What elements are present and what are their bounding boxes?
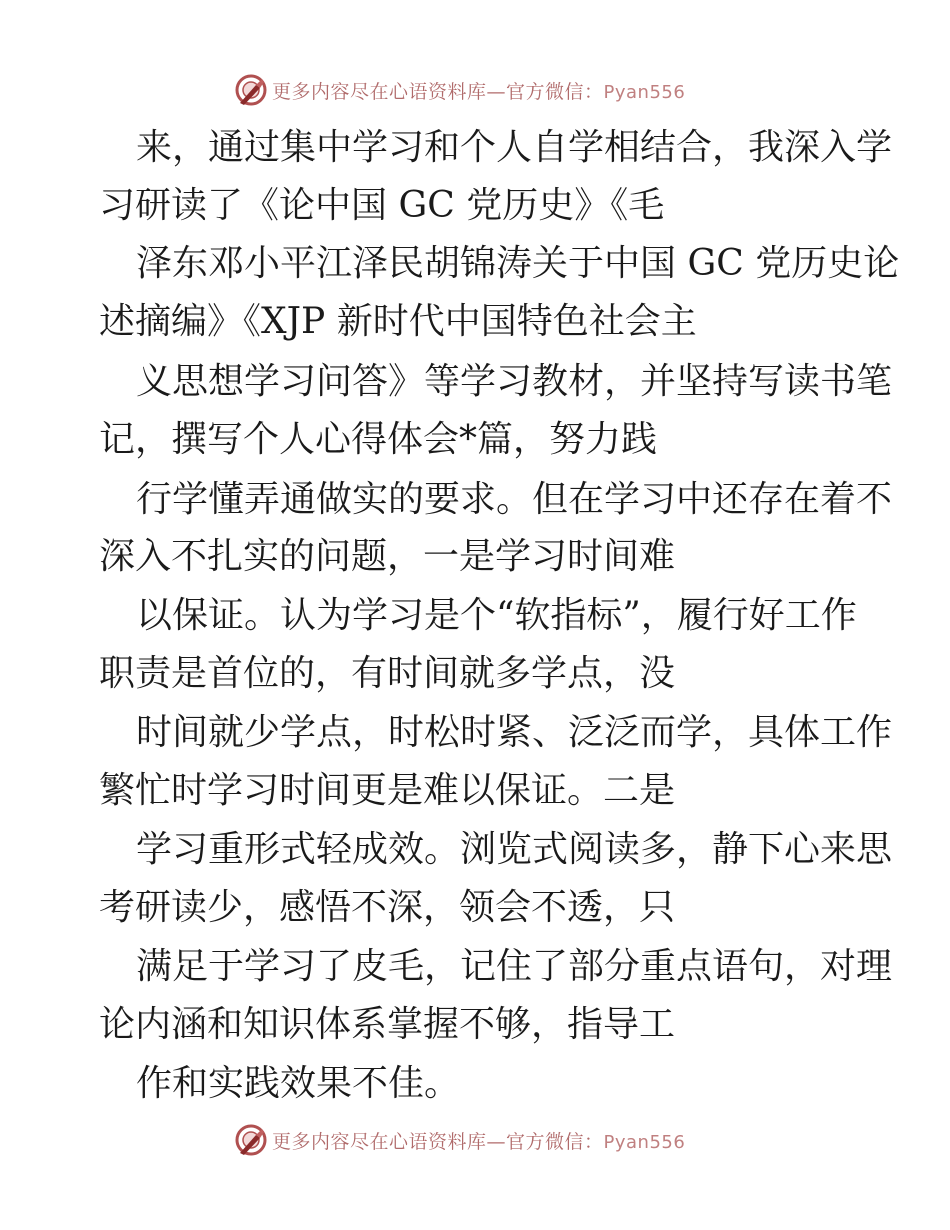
text-line: 论内涵和知识体系掌握不够，指导工 xyxy=(99,1004,676,1045)
text-line: 职责是首位的，有时间就多学点，没 xyxy=(99,653,676,694)
watermark-text: 更多内容尽在心语资料库—官方微信：Pyan556 xyxy=(272,1130,686,1153)
text-line: 考研读少，感悟不深，领会不透，只 xyxy=(99,887,676,928)
text-line: 作和实践效果不佳。 xyxy=(136,1063,461,1104)
text-line: 学习重形式轻成效。浏览式阅读多，静下心来思 xyxy=(136,829,893,870)
wechat-id: Pyan556 xyxy=(603,81,686,103)
pen-logo-icon xyxy=(234,1123,268,1157)
text-line: 时间就少学点，时松时紧、泛泛而学，具体工作 xyxy=(136,712,893,753)
watermark-text: 更多内容尽在心语资料库—官方微信：Pyan556 xyxy=(272,80,686,103)
footer-watermark xyxy=(234,1122,685,1158)
pen-logo-icon xyxy=(234,73,268,107)
text-line: 来，通过集中学习和个人自学相结合，我深入学 xyxy=(136,127,893,168)
wechat-id: Pyan556 xyxy=(603,1131,686,1153)
text-line: 深入不扎实的问题，一是学习时间难 xyxy=(99,536,676,577)
text-line: 泽东邓小平江泽民胡锦涛关于中国 GC 党历史论 xyxy=(136,243,900,284)
text-line: 义思想学习问答》等学习教材，并坚持写读书笔 xyxy=(136,361,893,402)
text-line: 以保证。认为学习是个“软指标”，履行好工作 xyxy=(136,595,857,636)
text-line: 记，撰写个人心得体会*篇，努力践 xyxy=(99,419,658,460)
text-line: 繁忙时学习时间更是难以保证。二是 xyxy=(99,770,676,811)
text-line: 习研读了《论中国 GC 党历史》《毛 xyxy=(99,185,665,226)
header-watermark xyxy=(234,72,685,108)
text-line: 行学懂弄通做实的要求。但在学习中还存在着不 xyxy=(136,479,893,520)
text-line: 满足于学习了皮毛，记住了部分重点语句，对理 xyxy=(136,946,893,987)
text-line: 述摘编》《XJP 新时代中国特色社会主 xyxy=(99,301,697,342)
